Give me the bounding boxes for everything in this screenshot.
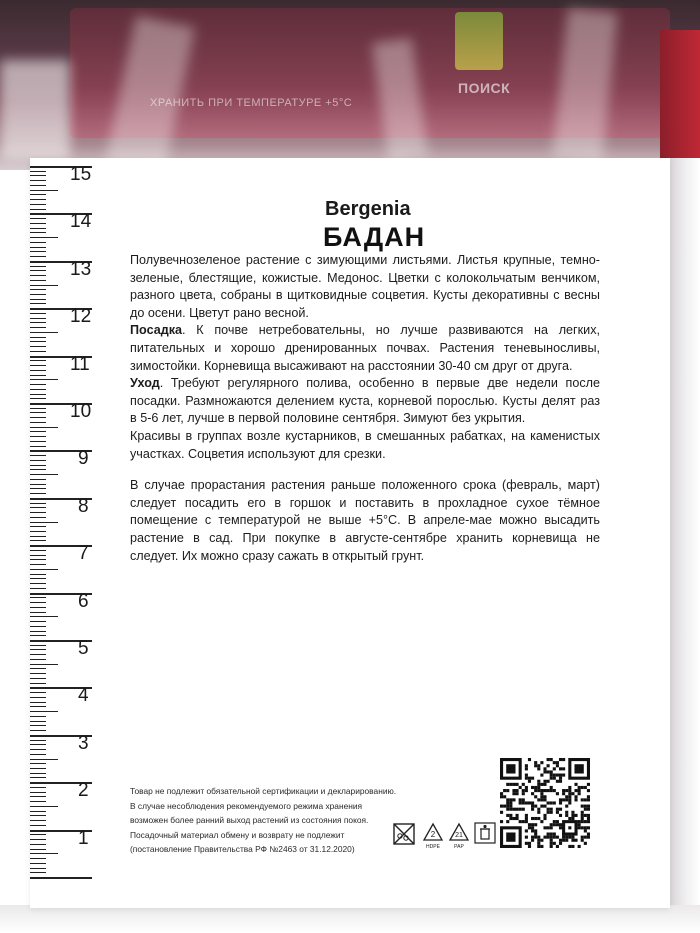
ruler-tick (30, 768, 46, 769)
ruler-tick (30, 303, 46, 304)
ruler-tick (30, 787, 46, 788)
ruler-tick (30, 180, 46, 181)
recycle-hdpe-icon (422, 822, 444, 844)
ruler-tick (30, 266, 46, 267)
ruler-tick (30, 465, 46, 466)
ruler-tick (30, 659, 46, 660)
ruler-tick (30, 730, 46, 731)
ruler-tick (30, 820, 46, 821)
ruler-tick (30, 171, 46, 172)
ruler-tick (30, 313, 46, 314)
ruler-tick (30, 285, 58, 286)
ruler-tick (30, 711, 58, 712)
ruler-tick (30, 327, 46, 328)
hdpe-label: HDPE (426, 844, 440, 850)
ruler-number: 9 (78, 448, 89, 470)
ruler-tick (30, 754, 46, 755)
ruler-tick (30, 469, 46, 470)
ruler-tick (30, 322, 46, 323)
legal-line: (постановление Правительства РФ №2463 от 31.12.2020) (130, 844, 355, 855)
ruler-tick (30, 431, 46, 432)
ruler-tick (30, 365, 46, 366)
ruler-tick (30, 815, 46, 816)
ruler-tick (30, 422, 46, 423)
ruler-tick (30, 270, 46, 271)
legal-line: Товар не подлежит обязательной сертификации и декларированию. (130, 786, 397, 796)
ruler-tick (30, 858, 46, 859)
ruler-tick (30, 232, 46, 233)
ruler-tick (30, 868, 46, 869)
ruler-tick (30, 289, 46, 290)
ruler-tick (30, 408, 46, 409)
ruler-tick (30, 436, 46, 437)
legal-notice (130, 784, 430, 857)
ruler-number: 5 (78, 638, 89, 659)
ruler-tick (30, 744, 46, 745)
ruler-tick (30, 697, 46, 698)
ruler-tick (30, 175, 46, 176)
ruler-tick (30, 332, 58, 333)
ruler-tick (30, 517, 46, 518)
ruler-tick (30, 702, 46, 703)
ruler-number: 2 (78, 780, 89, 802)
ruler-tick (30, 583, 46, 584)
ruler-tick (30, 844, 46, 845)
ruler-tick (30, 773, 46, 774)
ruler-tick (30, 872, 46, 873)
ruler-tick (30, 493, 46, 494)
packaging-ghost-text: ПОИСК (458, 80, 511, 96)
ruler-tick (30, 792, 46, 793)
ruler-tick (30, 536, 46, 537)
ruler-tick (30, 375, 46, 376)
ruler-tick (30, 678, 46, 679)
usage-paragraph: Красивы в группах возле кустарников, в смешанных рабатках, на каменистых участках. Соцветия используют для срезки. (130, 428, 600, 461)
ruler-tick (30, 863, 46, 864)
planting-text: . К почве нетребовательны, но лучше развиваются на легких, питательных и хорошо дренированных почвах. Растения теневыносливы, зимостойки. Корневища высаживают на расстоянии 30-40 см друг от друга. (130, 323, 600, 373)
ruler-tick (30, 540, 46, 541)
ruler-tick (30, 251, 46, 252)
ruler-number: 15 (70, 164, 92, 185)
ruler-tick (30, 740, 46, 741)
product-title: БАДАН (323, 222, 426, 252)
ruler-tick (30, 526, 46, 527)
ruler-tick (30, 706, 46, 707)
ruler-tick (30, 275, 46, 276)
ruler-tick (30, 839, 46, 840)
qr-code[interactable] (500, 758, 590, 848)
ruler-tick (30, 190, 58, 191)
ruler-tick (30, 602, 46, 603)
ruler-tick (30, 379, 58, 380)
ruler-tick (30, 759, 58, 760)
ruler-tick (30, 346, 46, 347)
ruler-tick (30, 811, 46, 812)
ruler-number: 6 (78, 590, 89, 612)
card-shadow (668, 158, 700, 933)
ruler-tick (30, 441, 46, 442)
care-paragraph (130, 375, 600, 428)
ruler-tick (30, 484, 46, 485)
ruler-tick (30, 716, 46, 717)
ruler-number: 1 (78, 827, 89, 849)
ruler-number: 14 (70, 211, 92, 233)
ruler-tick (30, 683, 46, 684)
card-shadow (0, 905, 700, 933)
ruler-tick (30, 223, 46, 224)
ruler-tick (30, 479, 46, 480)
ruler-number: 13 (70, 258, 92, 280)
ruler-tick (30, 877, 92, 879)
ruler-tick (30, 522, 58, 523)
ruler-tick (30, 559, 46, 560)
ruler-tick (30, 341, 46, 342)
ruler-tick (30, 721, 46, 722)
ruler-tick (30, 294, 46, 295)
ruler-tick (30, 185, 46, 186)
ruler-tick (30, 626, 46, 627)
ruler-tick (30, 427, 58, 428)
ruler-tick (30, 398, 46, 399)
ruler-tick (30, 631, 46, 632)
packaging-ghost-text: ХРАНИТЬ ПРИ ТЕМПЕРАТУРЕ +5°С (150, 97, 353, 109)
ruler-number: 10 (70, 401, 92, 422)
recycle-pap-icon (448, 822, 470, 844)
ruler-tick (30, 503, 46, 504)
ruler-tick (30, 621, 46, 622)
ruler-tick (30, 299, 46, 300)
care-label: Уход (130, 376, 160, 391)
ruler-tick (30, 749, 46, 750)
ruler-tick (30, 692, 46, 693)
plastic-packaging (0, 0, 700, 170)
pap-label: PAP (454, 844, 464, 850)
ruler-tick (30, 569, 58, 570)
ruler-number: 12 (70, 306, 92, 328)
ruler-tick (30, 242, 46, 243)
latin-name: Bergenia (325, 198, 411, 220)
ruler-tick (30, 825, 46, 826)
ruler-tick (30, 412, 46, 413)
ruler-tick (30, 384, 46, 385)
care-text: . Требуют регулярного полива, особенно в первые две недели после посадки. Размножаются делением куста, корневой порослью. Кусты делят раз в 5-6 лет, лучше в первой половине сентября. Зимуют без укрытия. (130, 376, 600, 426)
ruler-tick (30, 649, 46, 650)
legal-line: Посадочный материал обмену и возврату не подлежит (130, 829, 345, 840)
ruler-number: 3 (78, 732, 89, 754)
ruler-number: 8 (78, 495, 89, 517)
ruler-tick (30, 531, 46, 532)
ruler-number: 11 (70, 353, 90, 375)
ruler-tick (30, 654, 46, 655)
ruler-tick (30, 578, 46, 579)
ruler-tick (30, 607, 46, 608)
legal-line: В случае несоблюдения рекомендуемого режима хранения (130, 800, 363, 811)
ruler-tick (30, 228, 46, 229)
legal-line: возможен более ранний выход растений из состояния покоя. (130, 815, 369, 826)
ruler-tick (30, 488, 46, 489)
ruler-tick (30, 455, 46, 456)
ruler-tick (30, 849, 46, 850)
ruler-tick (30, 550, 46, 551)
ruler-tick (30, 247, 46, 248)
packaging-edge (660, 30, 700, 160)
ruler-tick (30, 370, 46, 371)
description (130, 252, 600, 565)
ruler-tick (30, 218, 46, 219)
ruler-tick (30, 853, 58, 854)
ruler (30, 158, 100, 898)
ruler-tick (30, 417, 46, 418)
ruler-tick (30, 673, 46, 674)
plastic-reflection (0, 60, 70, 160)
ruler-tick (30, 834, 46, 835)
brand-logo (455, 12, 503, 70)
ruler-tick (30, 597, 46, 598)
ruler-tick (30, 664, 58, 665)
ruler-tick (30, 360, 46, 361)
ruler-tick (30, 635, 46, 636)
ruler-tick (30, 446, 46, 447)
ruler-tick (30, 460, 46, 461)
ruler-tick (30, 763, 46, 764)
ruler-tick (30, 777, 46, 778)
trash-bin-icon (474, 822, 496, 844)
storage-paragraph: В случае прорастания растения раньше положенного срока (февраль, март) следует посадить его в горшок и поставить в прохладное сухое тёмное помещение с температурой не выше +5°С. В апреле-мае можно высадить растение в сад. При покупке в августе-сентябре хранить корневища не следует. Их можно сразу сажать в открытый грунт. (130, 478, 600, 563)
ruler-tick (30, 645, 46, 646)
ruler-number: 4 (78, 685, 89, 707)
ruler-tick (30, 237, 58, 238)
do-not-cut-icon (392, 822, 416, 846)
planting-paragraph (130, 322, 600, 375)
ruler-tick (30, 564, 46, 565)
ruler-tick (30, 337, 46, 338)
pap-number: 21 (455, 832, 463, 839)
ruler-tick (30, 507, 46, 508)
ruler-tick (30, 612, 46, 613)
ruler-tick (30, 725, 46, 726)
ruler-tick (30, 512, 46, 513)
intro-paragraph: Полувечнозеленое растение с зимующими листьями. Листья крупные, темно-зеленые, блестящие, кожистые. Медонос. Цветки с колокольчатым венчиком, разного цвета, собраны в щитковидные соцветия. Кусты декоративны с весны до осени. Цветут рано весной. (130, 253, 600, 320)
ruler-tick (30, 574, 46, 575)
ruler-tick (30, 394, 46, 395)
ruler-tick (30, 199, 46, 200)
hdpe-number: 2 (430, 830, 436, 839)
ruler-tick (30, 280, 46, 281)
ruler-tick (30, 389, 46, 390)
planting-label: Посадка (130, 323, 183, 338)
ruler-tick (30, 209, 46, 210)
ruler-tick (30, 351, 46, 352)
ruler-tick (30, 616, 58, 617)
ruler-tick (30, 555, 46, 556)
ruler-tick (30, 204, 46, 205)
ruler-tick (30, 194, 46, 195)
ruler-tick (30, 668, 46, 669)
ruler-tick (30, 256, 46, 257)
ruler-number: 7 (78, 543, 89, 565)
ruler-tick (30, 318, 46, 319)
ruler-tick (30, 806, 58, 807)
ruler-tick (30, 796, 46, 797)
ruler-tick (30, 588, 46, 589)
ruler-tick (30, 474, 58, 475)
ruler-tick (30, 801, 46, 802)
